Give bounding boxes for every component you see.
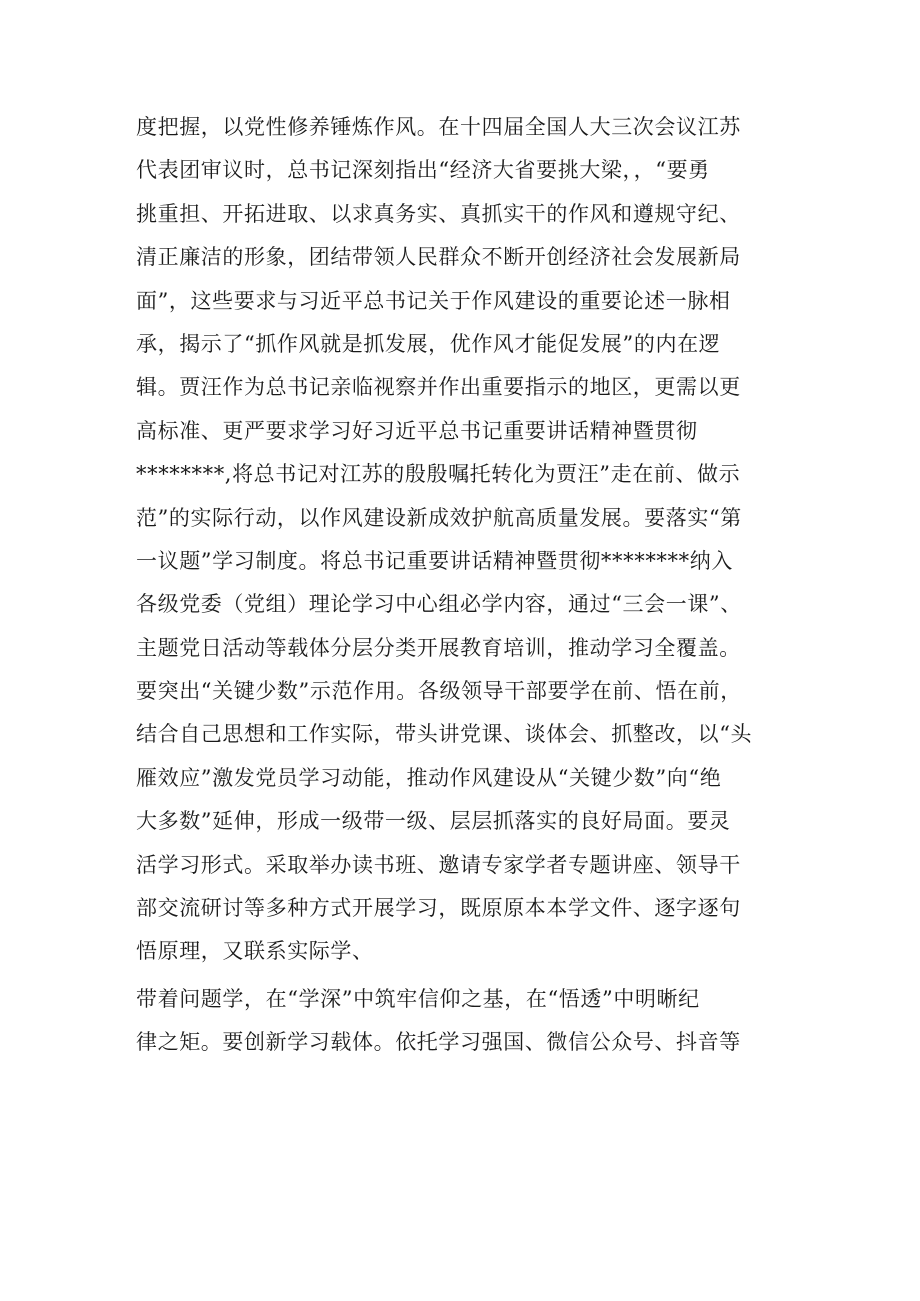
text-line: 悟原理，又联系实际学、 xyxy=(136,939,374,964)
text-line: 清正廉洁的形象，团结带领人民群众不断开创经济社会发展新局 xyxy=(136,245,741,270)
text-line: 各级党委（党组）理论学习中心组必学内容，通过“三会一课”、 xyxy=(136,592,742,617)
text-line: 活学习形式。采取举办读书班、邀请专家学者专题讲座、领导干 xyxy=(136,852,741,877)
text-line: 要突出“关键少数”示范作用。各级领导干部要学在前、悟在前， xyxy=(136,679,742,704)
text-line: 承，揭示了“抓作风就是抓发展，优作风才能促发展”的内在逻 xyxy=(136,331,721,356)
text-line: 一议题”学习制度。将总书记重要讲话精神暨贯彻********纳入 xyxy=(136,548,733,573)
text-line: 代表团审议时，总书记深刻指出“经济大省要挑大梁，，“要勇 xyxy=(136,158,710,183)
text-line: 部交流研讨等多种方式开展学习，既原原本本学文件、逐字逐句 xyxy=(136,896,741,921)
text-line: 带着问题学，在“学深”中筑牢信仰之基，在“悟透”中明晰纪 xyxy=(136,986,700,1011)
body-text xyxy=(136,106,796,1065)
text-line: 度把握，以党性修养锤炼作风。在十四届全国人大三次会议江苏 xyxy=(136,115,741,139)
text-line: 主题党日活动等载体分层分类开展教育培训，推动学习全覆盖。 xyxy=(136,635,741,660)
text-line: 大多数”延伸，形成一级带一级、层层抓落实的良好局面。要灵 xyxy=(136,809,731,834)
text-line: 律之矩。要创新学习载体。依托学习强国、微信公众号、抖音等 xyxy=(136,1030,741,1055)
text-line: 挑重担、开拓进取、以求真务实、真抓实干的作风和遵规守纪、 xyxy=(136,201,741,226)
text-line: 结合自己思想和工作实际，带头讲党课、谈体会、抓整改，以“头 xyxy=(136,722,753,747)
text-line: 范”的实际行动，以作风建设新成效护航高质量发展。要落实“第 xyxy=(136,505,742,530)
text-line: 辑。贾汪作为总书记亲临视察并作出重要指示的地区，更需以更 xyxy=(136,375,741,400)
text-line: 高标准、更严要求学习好习近平总书记重要讲话精神暨贯彻 xyxy=(136,418,698,443)
text-line: ********,将总书记对江苏的殷殷嘱托转化为贾汪”走在前、做示 xyxy=(136,462,741,487)
text-line: 雁效应”激发党员学习动能，推动作风建设从“关键少数”向“绝 xyxy=(136,765,722,790)
text-line: 面”，这些要求与习近平总书记关于作风建设的重要论述一脉相 xyxy=(136,288,731,313)
